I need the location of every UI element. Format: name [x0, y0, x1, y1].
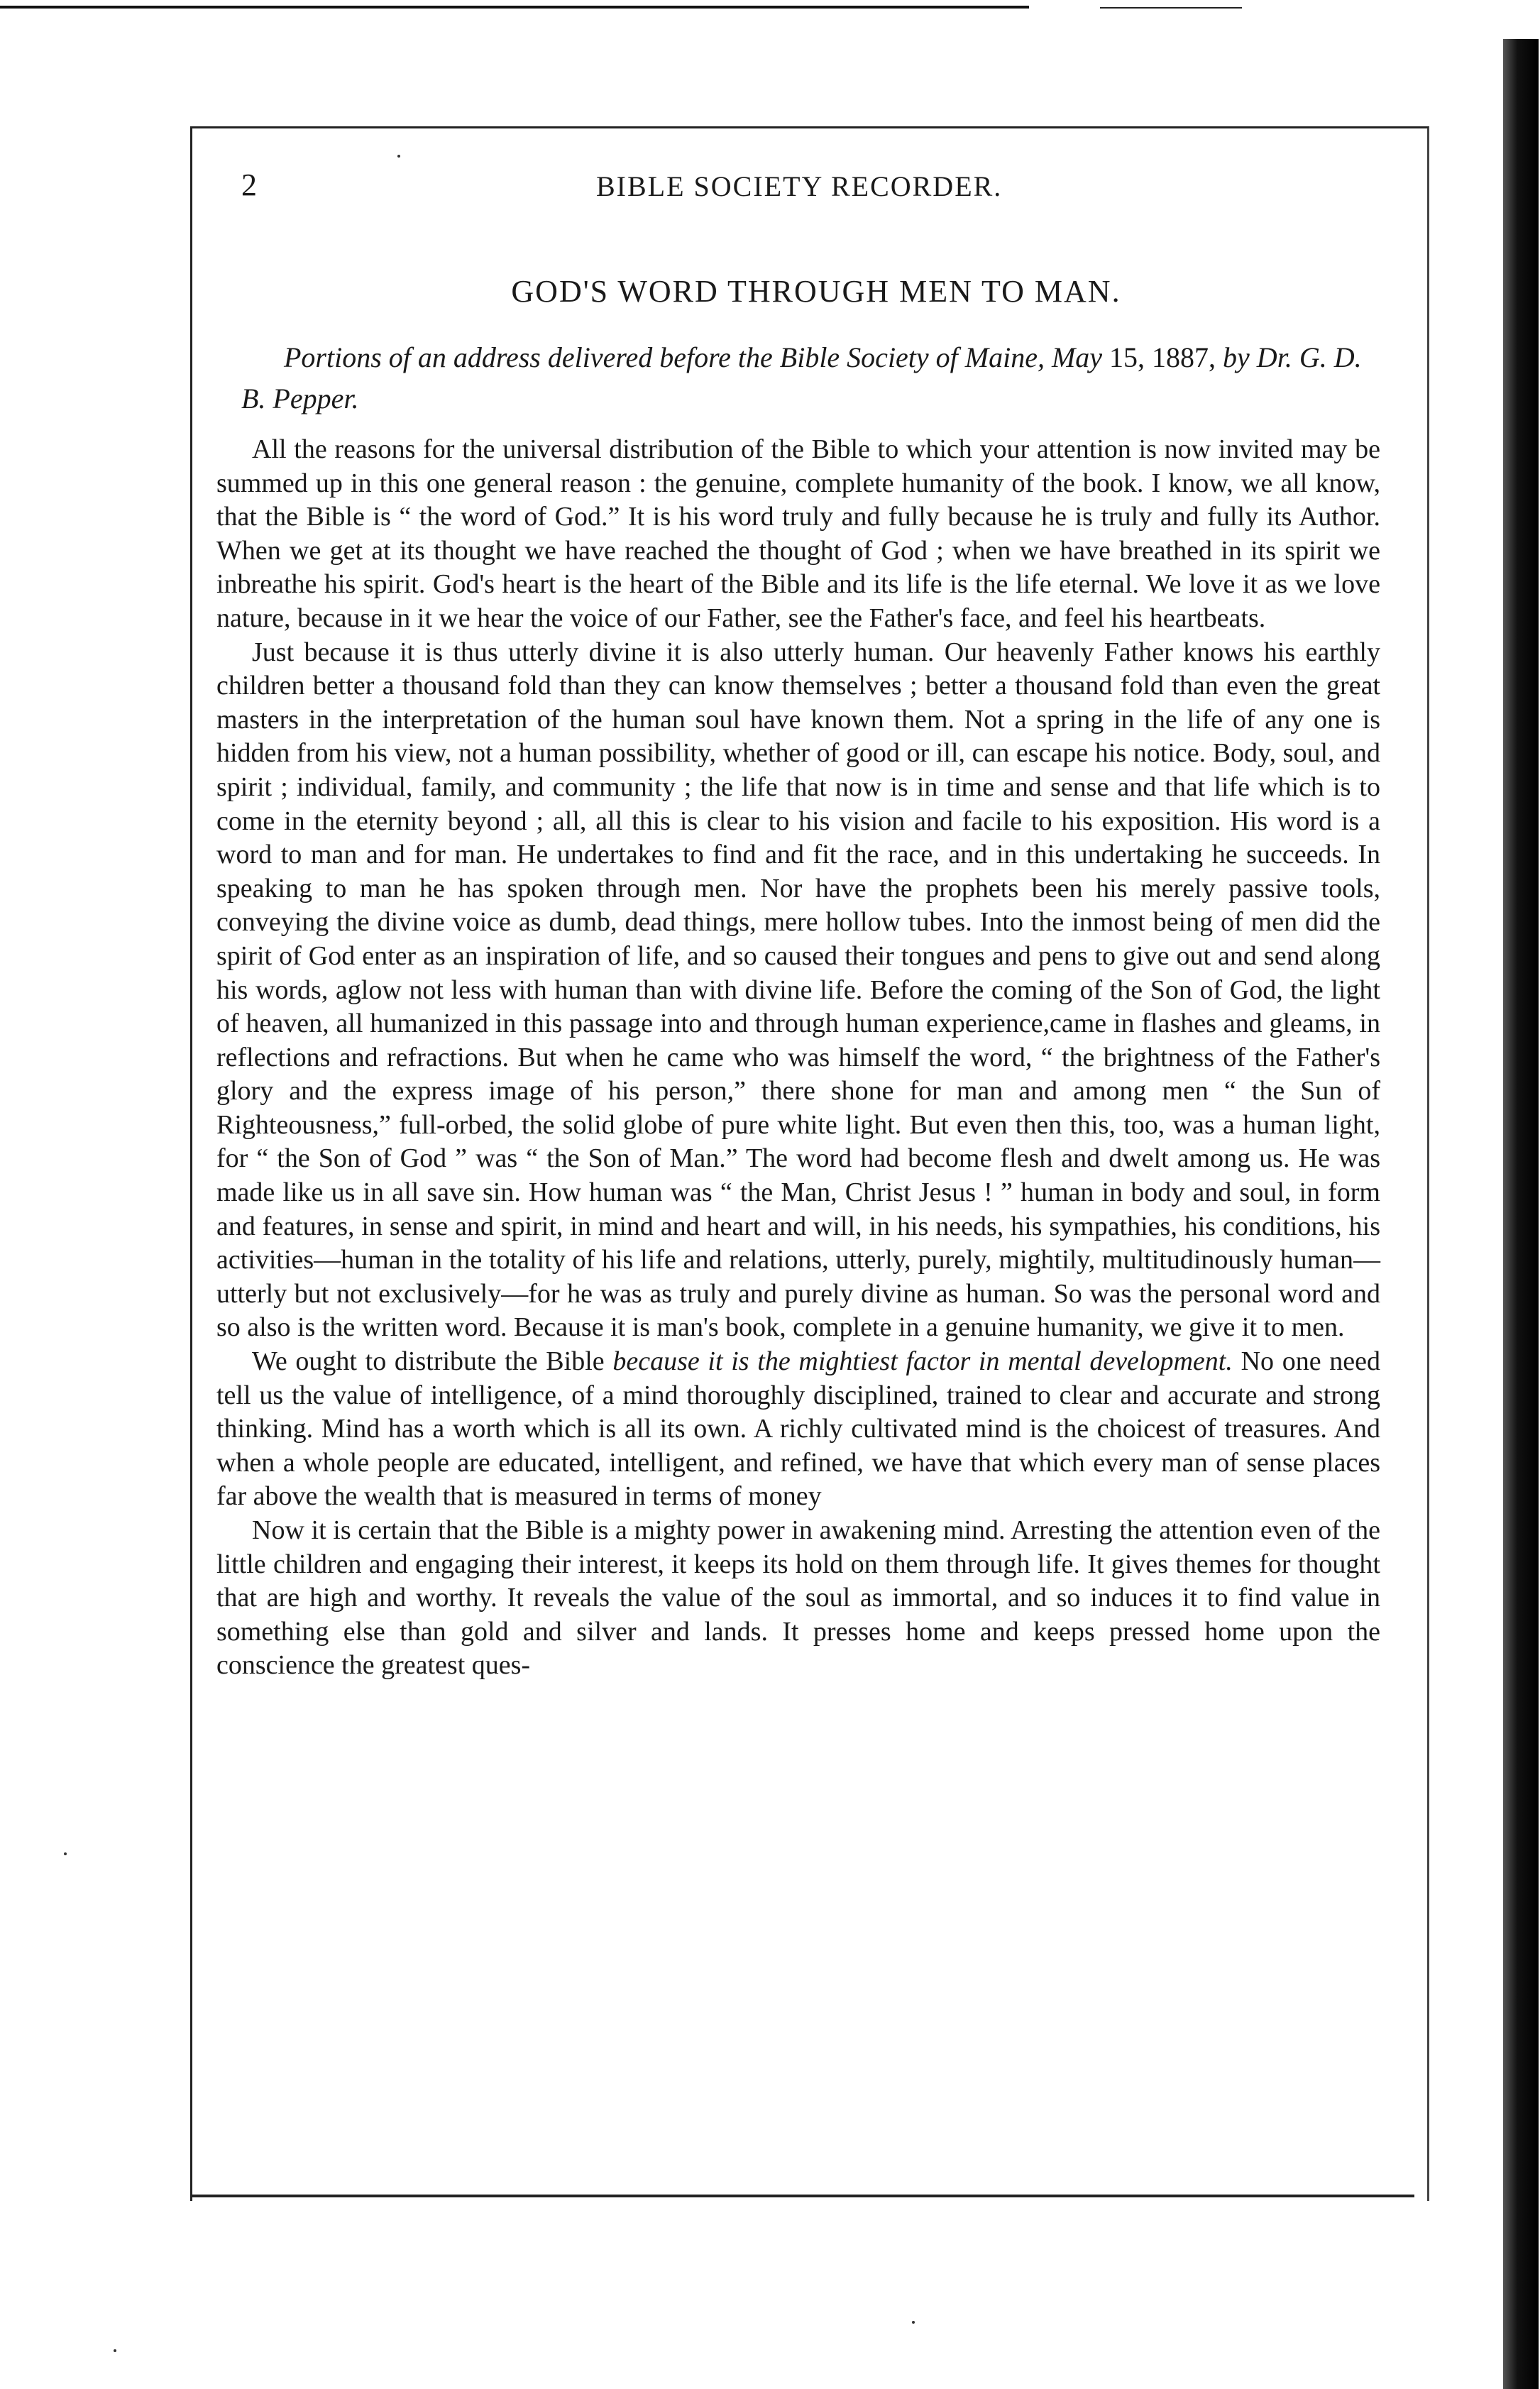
bottom-rule: [190, 2195, 1414, 2197]
scan-edge-shadow: [1503, 39, 1539, 2389]
page-header: [241, 167, 1391, 209]
article-body: [216, 433, 1380, 1683]
print-speck: [397, 155, 400, 158]
subtitle-author: by Dr. G. D. B. Pepper.: [241, 341, 1362, 414]
paragraph: Just because it is thus utterly divine it is also utterly human. Our heavenly Father knows his earthly children better a thousand fold than they can know themselves ; better a thousand fold than even the great masters in the interpretation of the human soul have known them. Not a spring in the life of any one is hidden from his view, not a human possibility, whether of good or ill, can escape his notice. Body, soul, and spirit ; individual, family, and community ; the life that now is in time and sense and that life which is to come in the eternity beyond ; all, all this is clear to his vision and facile to his exposition. His word is a word to man and for man. He undertakes to find and fit the race, and in this undertaking he succeeds. In speaking to man he has spoken through men. Nor have the prophets been his merely passive tools, conveying the divine voice as dumb, dead things, mere hollow tubes. Into the inmost being of men did the spirit of God enter as an inspiration of life, and so caused their tongues and pens to give out and send along his words, aglow not less with human than with divine life. Before the coming of the Son of God, the light of heaven, all humanized in this passage into and through human experience,came in flashes and gleams, in reflections and refractions. But when he came who was himself the word, “ the brightness of the Father's glory and the express image of his person,” there shone for man and among men “ the Sun of Righteousness,” full-orbed, the solid globe of pure white light. But even then this, too, was a human light, for “ the Son of God ” was “ the Son of Man.” The word had become flesh and dwelt among us. He was made like us in all save sin. How human was “ the Man, Christ Jesus ! ” human in body and soul, in form and features, in sense and spirit, in mind and heart and will, in his needs, his sympathies, his conditions, his activities—human in the totality of his life and relations, utterly, purely, mightily, multitudinously human—utterly but not exclusively—for he was as truly and purely divine as human. So was the personal word and so also is the written word. Because it is man's book, complete in a genuine humanity, we give it to men.: [216, 637, 1380, 1343]
paragraph-lead: We ought to distribute the Bible: [252, 1346, 605, 1377]
article-subtitle: [241, 337, 1391, 419]
paragraph: All the reasons for the universal distribution of the Bible to which your attention is now invited may be summed up in this one general reason : the genuine, complete humanity of the book. I know, we all know, that the Bible is “ the word of God.” It is his word truly and fully because he is truly and fully its Author. When we get at its thought we have reached the thought of God ; when we have breathed in its spirit we inbreathe his spirit. God's heart is the heart of the Bible and its life is the life eternal. We love it as we love nature, because in it we hear the voice of our Father, see the Father's face, and feel his heartbeats.: [216, 434, 1380, 633]
page-number: 2: [241, 167, 257, 202]
paragraph-emphasis: because it is the mightiest factor in mental development.: [612, 1346, 1233, 1377]
print-speck: [912, 2321, 915, 2324]
paragraph: [216, 1345, 1380, 1514]
paragraph-text: No one need tell us the value of intelligence, of a mind thoroughly disciplined, trained to clear and accurate and strong thinking. Mind has a worth which is all its own. A richly cultivated mind is the choicest of treasures. And when a whole people are educated, intelligent, and refined, we have that which every man of sense places far above the wealth that is measured in terms of money: [216, 1346, 1381, 1512]
paragraph: Now it is certain that the Bible is a mighty power in awakening mind. Arresting the attention even of the little children and engaging their interest, it keeps its hold on them through life. It gives themes for thought that are high and worthy. It reveals the value of the soul as immortal, and so induces it to find value in something else than gold and silver and lands. It presses home and keeps pressed home upon the conscience the greatest ques-: [216, 1515, 1380, 1681]
top-rule: [0, 6, 1029, 9]
article-title: GOD'S WORD THROUGH MEN TO MAN.: [511, 274, 1121, 309]
print-speck: [114, 2349, 116, 2352]
subtitle-occasion: Portions of an address delivered before the Bible Society of Maine, May: [284, 341, 1103, 373]
subtitle-date: 15, 1887,: [1109, 341, 1216, 373]
running-title: BIBLE SOCIETY RECORDER.: [596, 170, 1003, 202]
top-rule-fragment: [1100, 7, 1242, 9]
print-speck: [64, 1852, 67, 1855]
